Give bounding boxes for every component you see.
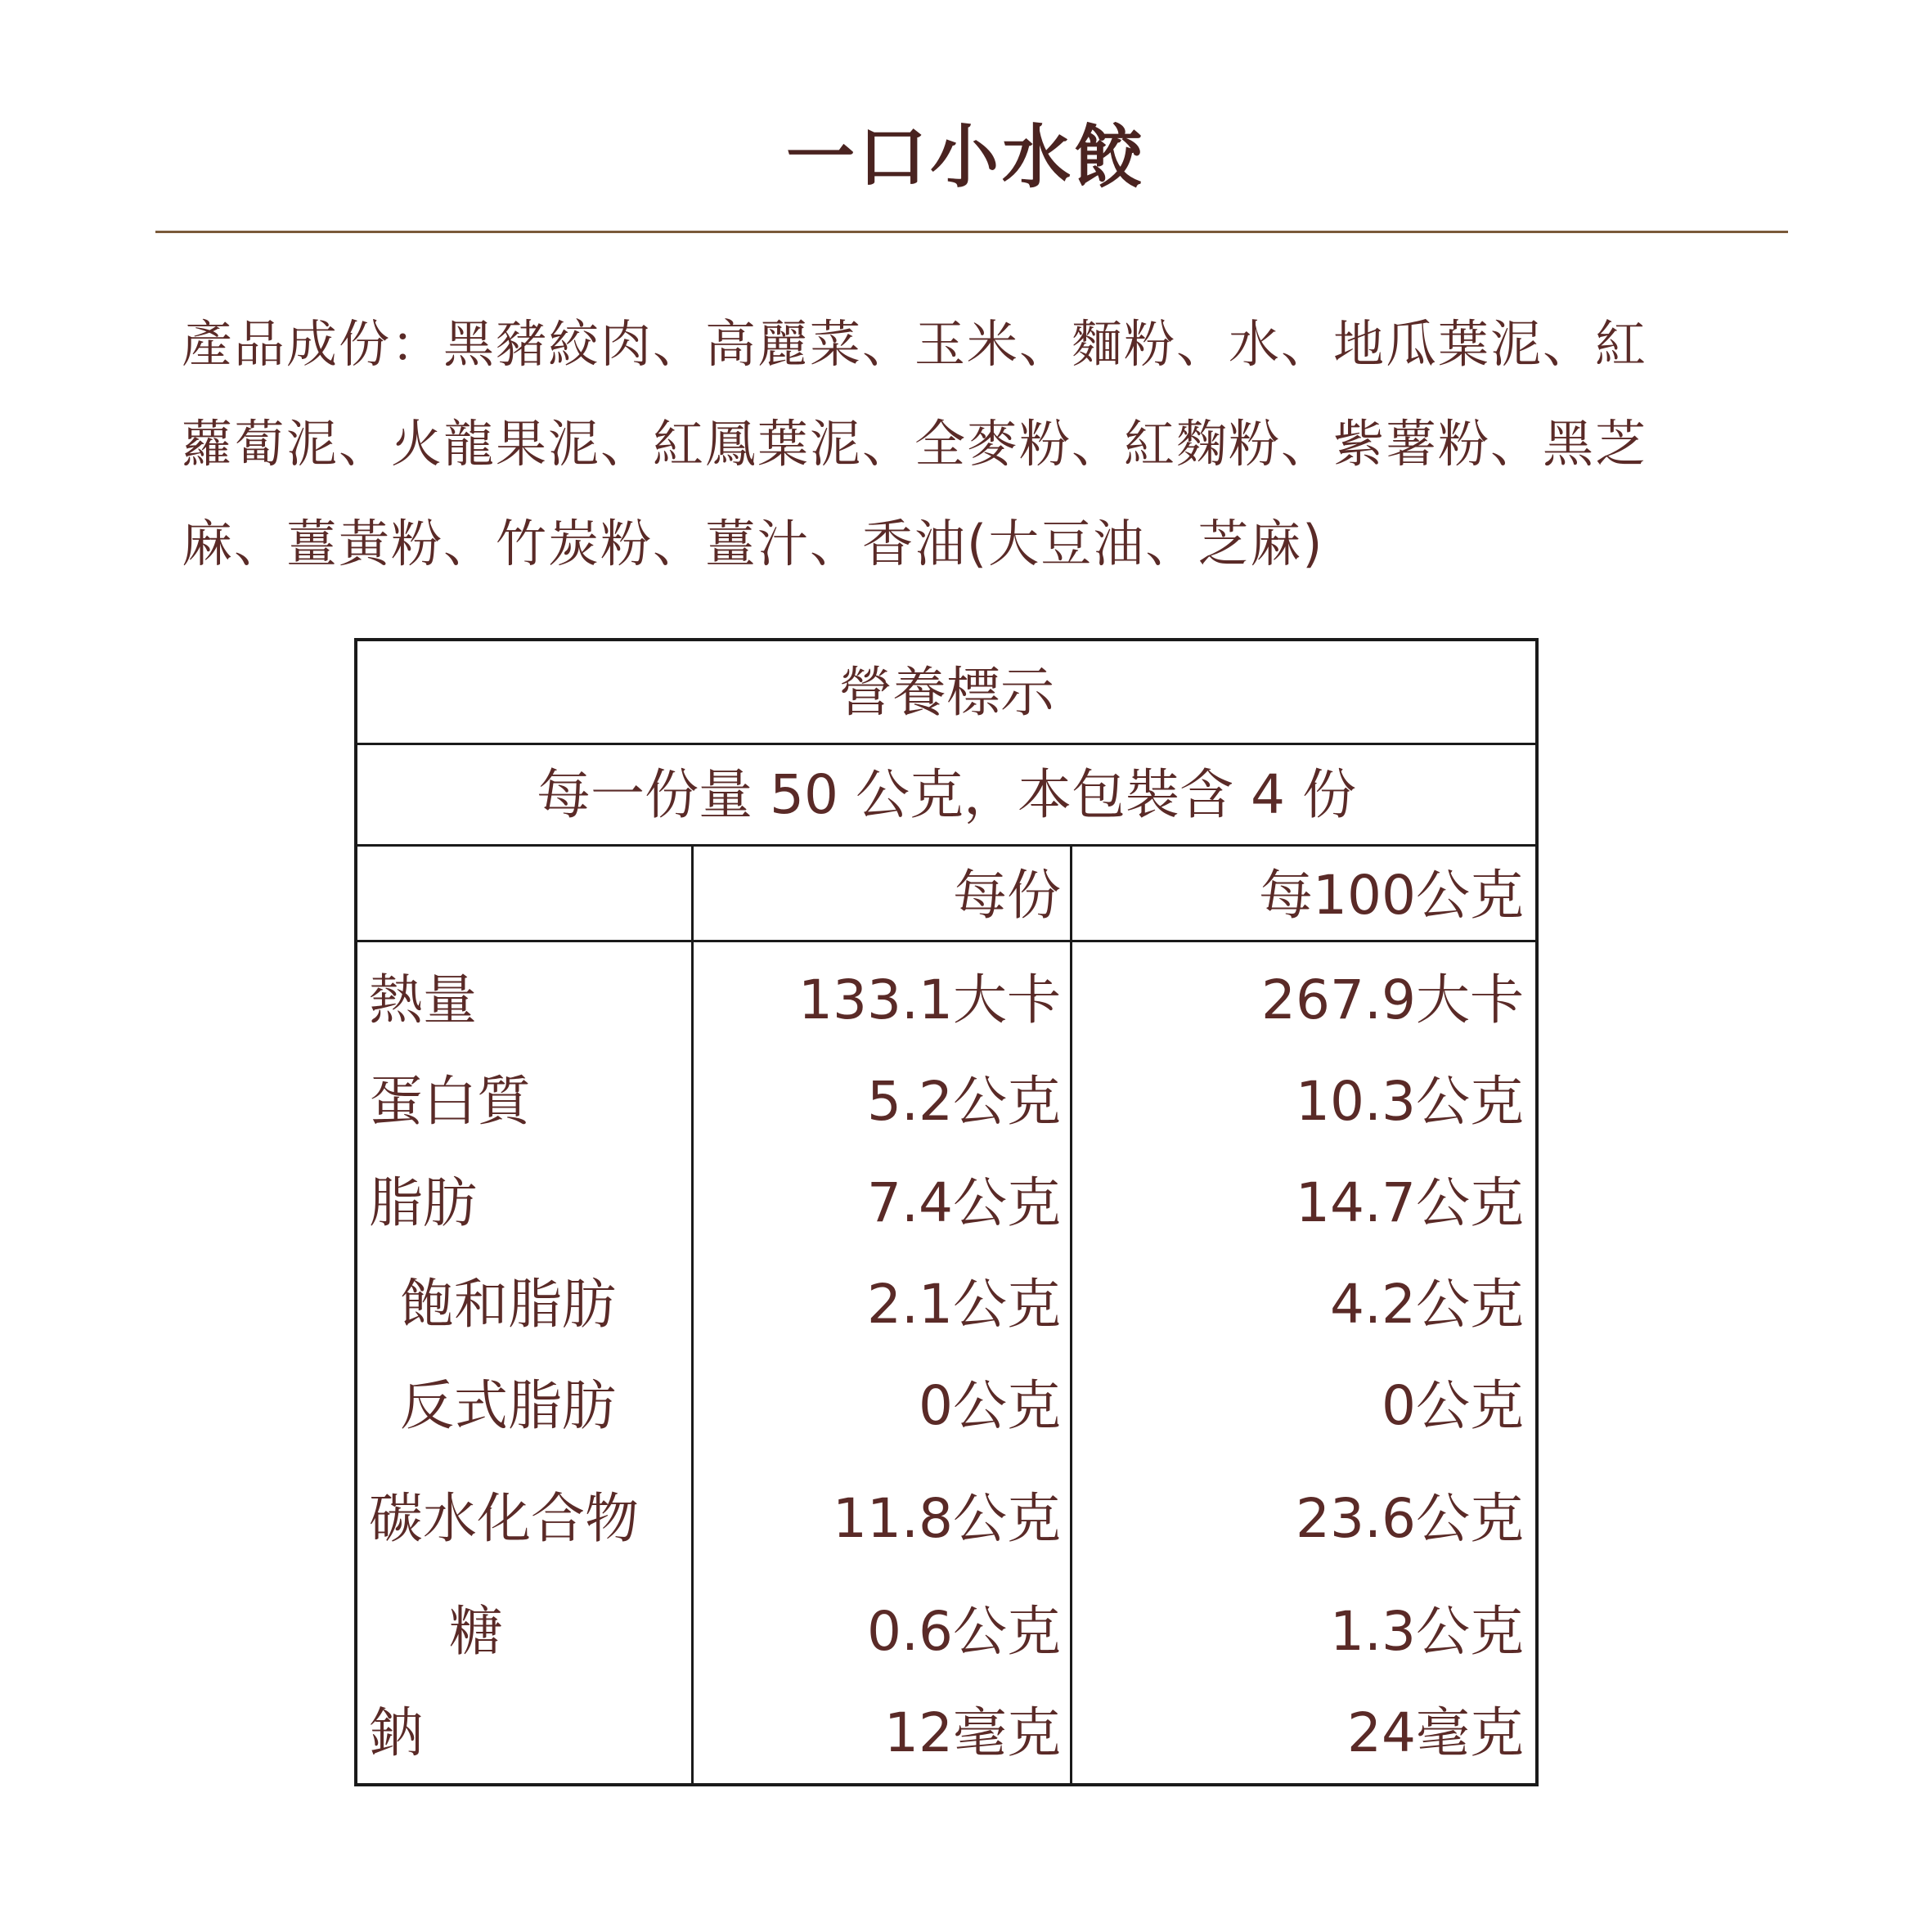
nutrient-per-serving: 11.8公克 xyxy=(833,1487,1061,1550)
column-divider xyxy=(691,844,694,1786)
table-divider xyxy=(357,844,1535,847)
serving-info: 每一份量 50 公克，本包裝含 4 份 xyxy=(537,763,1356,826)
ingredients-line: 產品成份：黑豬絞肉、高麗菜、玉米、麵粉、水、地瓜葉泥、紅 xyxy=(182,314,1648,374)
nutrient-per-100g: 1.3公克 xyxy=(1330,1600,1524,1663)
nutrient-name: 飽和脂肪 xyxy=(400,1273,616,1336)
nutrient-per-serving: 7.4公克 xyxy=(867,1171,1061,1234)
nutrient-per-100g: 23.6公克 xyxy=(1296,1487,1524,1550)
nutrient-name: 鈉 xyxy=(369,1701,423,1764)
column-header-per-100g: 每100公克 xyxy=(1259,864,1524,927)
nutrient-per-serving: 12毫克 xyxy=(884,1701,1061,1764)
nutrient-name: 糖 xyxy=(449,1600,503,1663)
nutrient-per-100g: 4.2公克 xyxy=(1330,1273,1524,1336)
title-divider xyxy=(155,231,1788,233)
column-header-per-serving: 每份 xyxy=(953,864,1061,927)
ingredients-line: 麻、薑黃粉、竹炭粉、薑汁、香油(大豆油、芝麻) xyxy=(182,514,1324,573)
nutrient-name: 蛋白質 xyxy=(369,1070,531,1133)
nutrition-table xyxy=(354,638,1539,1786)
ingredients-line: 蘿蔔泥、火龍果泥、紅鳳葉泥、全麥粉、紅麴粉、紫薯粉、黑芝 xyxy=(182,414,1648,474)
ingredients-text xyxy=(182,294,1768,594)
column-divider xyxy=(1070,844,1072,1786)
nutrient-per-100g: 24毫克 xyxy=(1347,1701,1524,1764)
nutrient-per-serving: 133.1大卡 xyxy=(798,968,1061,1031)
nutrient-per-100g: 0公克 xyxy=(1382,1374,1524,1437)
nutrient-name: 脂肪 xyxy=(369,1171,477,1234)
nutrient-per-100g: 14.7公克 xyxy=(1296,1171,1524,1234)
nutrient-per-100g: 10.3公克 xyxy=(1296,1070,1524,1133)
nutrient-name: 碳水化合物 xyxy=(369,1487,639,1550)
table-divider xyxy=(357,940,1535,942)
nutrition-heading: 營養標示 xyxy=(838,661,1054,724)
nutrient-per-serving: 2.1公克 xyxy=(867,1273,1061,1336)
table-divider xyxy=(357,743,1535,745)
nutrient-name: 熱量 xyxy=(369,968,477,1031)
nutrient-per-serving: 5.2公克 xyxy=(867,1070,1061,1133)
nutrient-per-serving: 0公克 xyxy=(919,1374,1061,1437)
product-title: 一口小水餃 xyxy=(785,117,1146,197)
nutrient-per-100g: 267.9大卡 xyxy=(1261,968,1524,1031)
nutrient-per-serving: 0.6公克 xyxy=(867,1600,1061,1663)
nutrient-name: 反式脂肪 xyxy=(400,1374,616,1437)
